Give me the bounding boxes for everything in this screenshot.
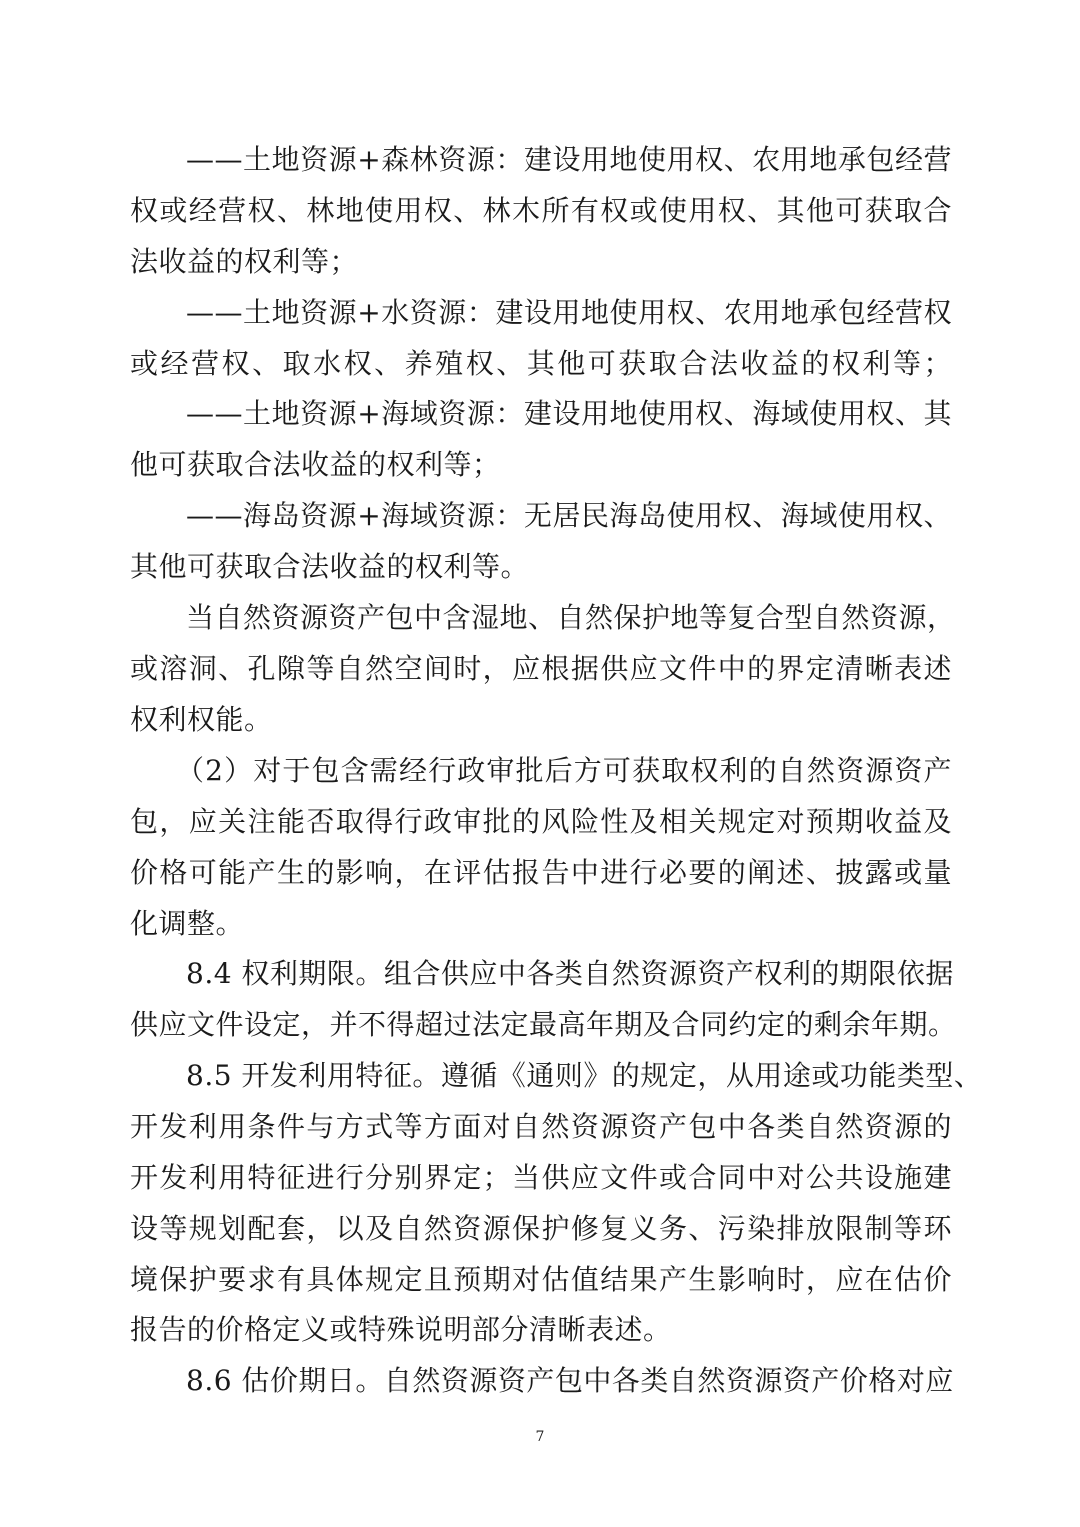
text-line: 供应文件设定，并不得超过法定最高年期及合同约定的剩余年期。 — [130, 1008, 957, 1041]
text-line: （2）对于包含需经行政审批后方可获取权利的自然资源资产 — [176, 754, 952, 787]
text-line: ——土地资源+水资源：建设用地使用权、农用地承包经营权 — [186, 296, 952, 329]
text-line: 权或经营权、林地使用权、林木所有权或使用权、其他可获取合 — [130, 194, 952, 227]
text-line: 8.5 开发利用特征。遵循《通则》的规定，从用途或功能类型、 — [186, 1059, 983, 1092]
page-number: 7 — [535, 1429, 545, 1445]
text-line: ——海岛资源+海域资源：无居民海岛使用权、海域使用权、 — [186, 499, 952, 532]
text-line: ——土地资源+海域资源：建设用地使用权、海域使用权、其 — [186, 397, 952, 430]
text-line: 8.4 权利期限。组合供应中各类自然资源资产权利的期限依据 — [186, 957, 954, 990]
text-line: 法收益的权利等； — [130, 245, 359, 278]
text-line: ——土地资源+森林资源：建设用地使用权、农用地承包经营 — [186, 143, 952, 176]
text-line: 他可获取合法收益的权利等； — [130, 448, 501, 481]
text-line: 价格可能产生的影响，在评估报告中进行必要的阐述、披露或量 — [130, 856, 952, 889]
text-line: 包，应关注能否取得行政审批的风险性及相关规定对预期收益及 — [130, 805, 952, 838]
text-line: 开发利用条件与方式等方面对自然资源资产包中各类自然资源的 — [130, 1110, 952, 1143]
text-line: 化调整。 — [130, 907, 245, 940]
text-line: 报告的价格定义或特殊说明部分清晰表述。 — [130, 1313, 672, 1346]
text-line: 当自然资源资产包中含湿地、自然保护地等复合型自然资源， — [186, 601, 956, 634]
text-line: 其他可获取合法收益的权利等。 — [130, 550, 530, 583]
text-line: 权利权能。 — [130, 703, 273, 736]
text-line: 8.6 估价期日。自然资源资产包中各类自然资源资产价格对应 — [186, 1364, 954, 1397]
text-line: 或溶洞、孔隙等自然空间时，应根据供应文件中的界定清晰表述 — [130, 652, 952, 685]
text-line: 或经营权、取水权、养殖权、其他可获取合法收益的权利等； — [130, 347, 952, 380]
text-line: 设等规划配套，以及自然资源保护修复义务、污染排放限制等环 — [130, 1212, 952, 1245]
text-line: 开发利用特征进行分别界定；当供应文件或合同中对公共设施建 — [130, 1161, 952, 1194]
text-line: 境保护要求有具体规定且预期对估值结果产生影响时，应在估价 — [130, 1263, 952, 1296]
